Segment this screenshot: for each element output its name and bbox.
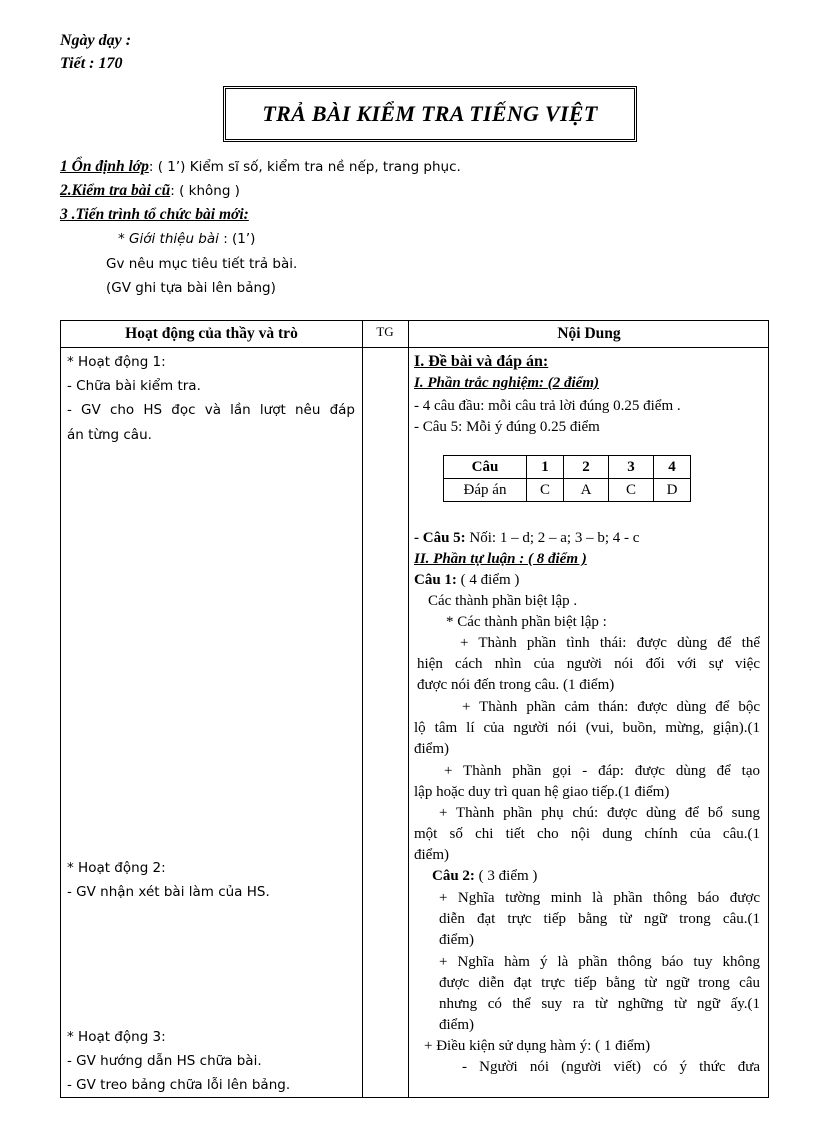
answer-cell: D: [654, 479, 691, 502]
content-p8a: + Nghĩa hàm ý là phần thông báo tuy không: [439, 954, 760, 970]
content-p6b: một số chi tiết cho nội dung chính của câu.(1: [414, 826, 760, 842]
content-p8b: được diễn đạt trực tiếp bằng từ ngữ trong câu: [439, 975, 760, 991]
content-p7b: diễn đạt trực tiếp bằng từ ngữ trong câu.(1: [439, 911, 760, 927]
activity-3-line-2: - GV treo bảng chữa lỗi lên bảng.: [67, 1077, 291, 1093]
c5-text: Nối: 1 – d; 2 – a; 3 – b; 4 - c: [465, 530, 640, 546]
question-1: [414, 570, 519, 590]
header-tg: TG: [376, 324, 394, 339]
answer-cell: A: [564, 479, 609, 502]
q2-label: Câu 2:: [432, 868, 475, 884]
answer-cell: C: [527, 479, 564, 502]
answer-table-row: [444, 479, 691, 502]
page-title: TRẢ BÀI KIỂM TRA TIẾNG VIỆT: [262, 101, 598, 126]
q1-text: ( 4 điểm ): [456, 572, 520, 588]
activity-3-title: * Hoạt động 3:: [67, 1029, 166, 1045]
section-3-sub: [118, 231, 255, 247]
content-p2: * Các thành phần biệt lập :: [446, 614, 607, 630]
content-p3a: + Thành phần tình thái: được dùng để thể: [460, 635, 760, 651]
lesson-label: Tiết : 170: [60, 55, 123, 72]
section-3-label: 3 .Tiến trình tổ chức bài mới:: [60, 206, 249, 223]
answer-table: [443, 455, 691, 502]
content-p8c: nhưng có thể suy ra từ nghững từ ngữ ấy.(1: [439, 996, 760, 1012]
activity-2-title: * Hoạt động 2:: [67, 860, 166, 876]
content-p3c: được nói đến trong câu. (1 điểm): [417, 677, 615, 693]
q2-text: ( 3 điểm ): [474, 868, 538, 884]
col-divider-2: [408, 321, 409, 1097]
content-line-c2: - Câu 5: Mỗi ý đúng 0.25 điểm: [414, 419, 600, 435]
activity-1-line-1: - Chữa bài kiểm tra.: [67, 378, 201, 394]
answer-header-cell: 3: [609, 456, 654, 479]
header-activity: Hoạt động của thầy và trò: [125, 325, 298, 342]
answer-table-row: [444, 456, 691, 479]
content-p4b: lộ tâm lí của người nói (vui, buồn, mừng, giận).(1: [414, 720, 760, 736]
answer-cell: Đáp án: [444, 479, 527, 502]
content-p1: Các thành phần biệt lập .: [428, 593, 578, 609]
content-p10: - Người nói (người viết) có ý thức đưa: [462, 1059, 760, 1075]
content-line-c1: - 4 câu đầu: mỗi câu trả lời đúng 0.25 điểm .: [414, 398, 681, 414]
answer-header-cell: Câu: [444, 456, 527, 479]
content-p4a: + Thành phần cảm thán: được dùng để bộc: [462, 699, 760, 715]
activity-1-line-2: - GV cho HS đọc và lần lượt nêu đáp: [67, 402, 355, 418]
col-divider-1: [362, 321, 363, 1097]
activity-1-title: * Hoạt động 1:: [67, 354, 166, 370]
answer-header-cell: 4: [654, 456, 691, 479]
section-2-label: 2.Kiểm tra bài cũ: [60, 182, 171, 199]
section-1-text: : ( 1’) Kiểm sĩ số, kiểm tra nề nếp, trang phục.: [148, 159, 461, 175]
content-heading-2: II. Phần tự luận : ( 8 điểm ): [414, 551, 587, 567]
content-p5b: lập hoặc duy trì quan hệ giao tiếp.(1 điểm): [414, 784, 670, 800]
content-p9: + Điều kiện sử dụng hàm ý: ( 1 điểm): [424, 1038, 651, 1054]
intro-line-gv: Gv nêu mục tiêu tiết trả bài.: [106, 256, 298, 272]
section-2: [60, 182, 240, 200]
content-p5a: + Thành phần gọi - đáp: được dùng để tạo: [444, 763, 760, 779]
header-content: Nội Dung: [557, 325, 621, 342]
content-line-c5: [414, 528, 639, 548]
content-heading-1: I. Đề bài và đáp án:: [414, 353, 549, 370]
content-p3b: hiện cách nhìn của người nói đối với sự việc: [417, 656, 760, 672]
answer-cell: C: [609, 479, 654, 502]
intro-label: * Giới thiệu bài: [118, 231, 219, 247]
date-label: Ngày dạy :: [60, 32, 132, 49]
answer-header-cell: 2: [564, 456, 609, 479]
q1-label: Câu 1:: [414, 572, 457, 588]
c5-label: - Câu 5:: [414, 530, 466, 546]
header-divider: [61, 347, 768, 348]
section-2-text: : ( không ): [170, 183, 240, 199]
title-box: [223, 86, 637, 142]
content-p6a: + Thành phần phụ chú: được dùng để bổ sung: [439, 805, 760, 821]
content-p7c: điểm): [439, 932, 474, 948]
activity-1-line-3: án từng câu.: [67, 427, 152, 443]
intro-time: : (1’): [218, 231, 256, 247]
question-2: [432, 866, 537, 886]
section-1-label: 1 Ổn định lớp: [60, 158, 149, 175]
intro-line-ghi: (GV ghi tựa bài lên bảng): [106, 280, 276, 296]
activity-3-line-1: - GV hướng dẫn HS chữa bài.: [67, 1053, 262, 1069]
answer-header-cell: 1: [527, 456, 564, 479]
content-p8d: điểm): [439, 1017, 474, 1033]
content-p6c: điểm): [414, 847, 449, 863]
content-p4c: điểm): [414, 741, 449, 757]
activity-2-line-1: - GV nhận xét bài làm của HS.: [67, 884, 270, 900]
section-1: [60, 158, 461, 176]
content-p7a: + Nghĩa tường minh là phần thông báo được: [439, 890, 760, 906]
content-heading-1a: I. Phần trắc nghiệm: (2 điểm): [414, 375, 600, 391]
